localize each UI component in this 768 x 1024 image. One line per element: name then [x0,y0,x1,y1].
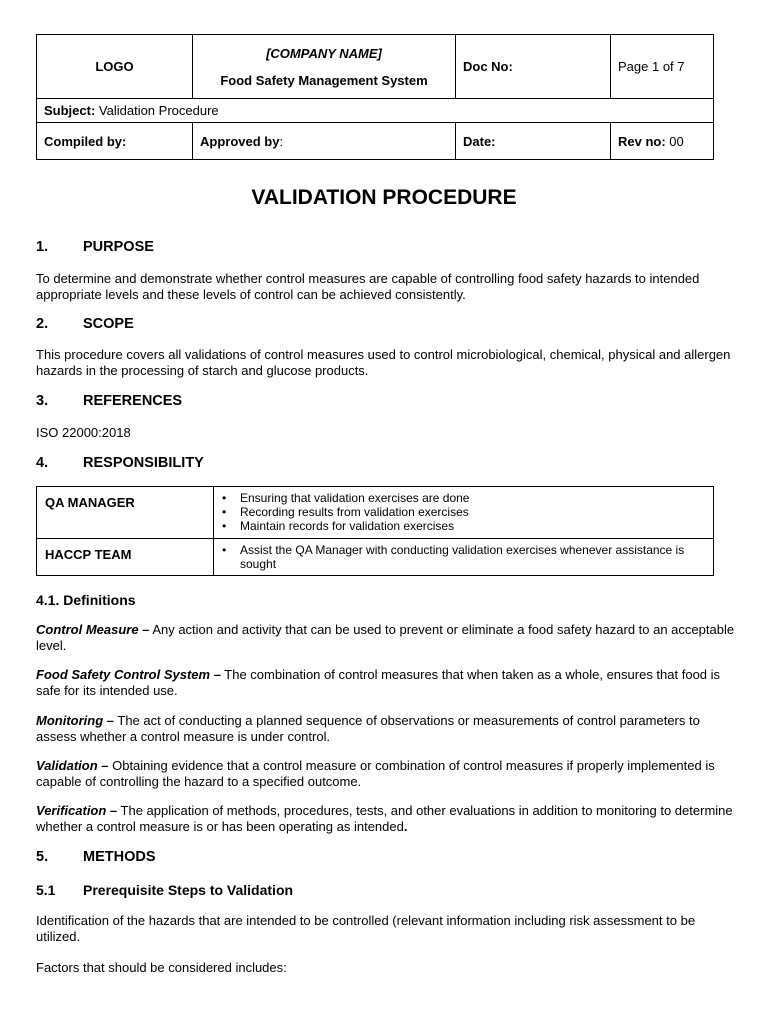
duties-cell [214,487,714,539]
section-purpose-heading: 1. PURPOSE [36,239,154,255]
purpose-text: To determine and demonstrate whether control measures are capable of controlling food safety hazards to intended appropriate levels and these levels of control can be achieved consistently. [36,271,700,302]
doc-no-label: Doc No: [456,35,611,99]
responsibility-table [36,486,714,576]
date-label: Date: [456,123,611,160]
table-row [37,539,714,576]
list-item: • Recording results from validation exercises [240,505,704,519]
section-methods-heading: 5. METHODS [36,849,156,865]
scope-text: This procedure covers all validations of control measures used to control microbiological, chemical, physical and allergen hazards in the processing of starch and glucose products. [36,347,731,378]
definition-item: Monitoring – The act of conducting a planned sequence of observations or measurements of control parameters to assess whether a control measure is under control. [36,713,700,744]
definition-item: Verification – The application of methods, procedures, tests, and other evaluations in addition to monitoring to determine whether a control measure is or has been operating as intended. [36,803,733,834]
methods-paragraph-2: Factors that should be considered includes: [36,960,287,975]
company-cell [193,35,456,99]
section-references-heading: 3. REFERENCES [36,393,183,409]
approved-by-cell: Approved by: [193,123,456,160]
definitions-heading: 4.1. Definitions [36,592,136,608]
definition-item: Validation – Obtaining evidence that a control measure or combination of control measures if properly implemented is capable of controlling the hazard to a specified outcome. [36,758,715,789]
references-text: ISO 22000:2018 [36,425,131,440]
section-responsibility-heading: 4. RESPONSIBILITY [36,455,204,471]
subject-row [37,99,714,123]
section-prereq-heading: 5.1 Prerequisite Steps to Validation [36,882,294,898]
definition-item: Control Measure – Any action and activity that can be used to prevent or eliminate a food safety hazard to an acceptable level. [36,622,735,653]
document-title: VALIDATION PROCEDURE [251,186,517,209]
document-header-table [36,34,714,160]
system-name: Food Safety Management System [220,72,428,88]
methods-paragraph-1: Identification of the hazards that are intended to be controlled (relevant information including risk assessment to be utilized. [36,913,696,944]
list-item: • Ensuring that validation exercises are done [240,491,704,505]
list-item: • Maintain records for validation exercises [240,519,704,533]
role-cell: QA MANAGER [37,487,214,539]
company-name: [COMPANY NAME] [266,45,382,61]
rev-no-cell: Rev no: 00 [611,123,714,160]
duties-cell [214,539,714,576]
page-number: Page 1 of 7 [611,35,714,99]
subject-label: Subject: [44,103,96,118]
table-row [37,487,714,539]
logo-cell: LOGO [37,35,193,99]
list-item: • Assist the QA Manager with conducting validation exercises whenever assistance is sought [240,543,704,571]
definition-item: Food Safety Control System – The combination of control measures that when taken as a whole, ensures that food is safe for its intended use. [36,667,721,698]
compiled-by-label: Compiled by: [37,123,193,160]
section-scope-heading: 2. SCOPE [36,316,134,332]
role-cell: HACCP TEAM [37,539,214,576]
subject-value: Validation Procedure [95,103,219,118]
